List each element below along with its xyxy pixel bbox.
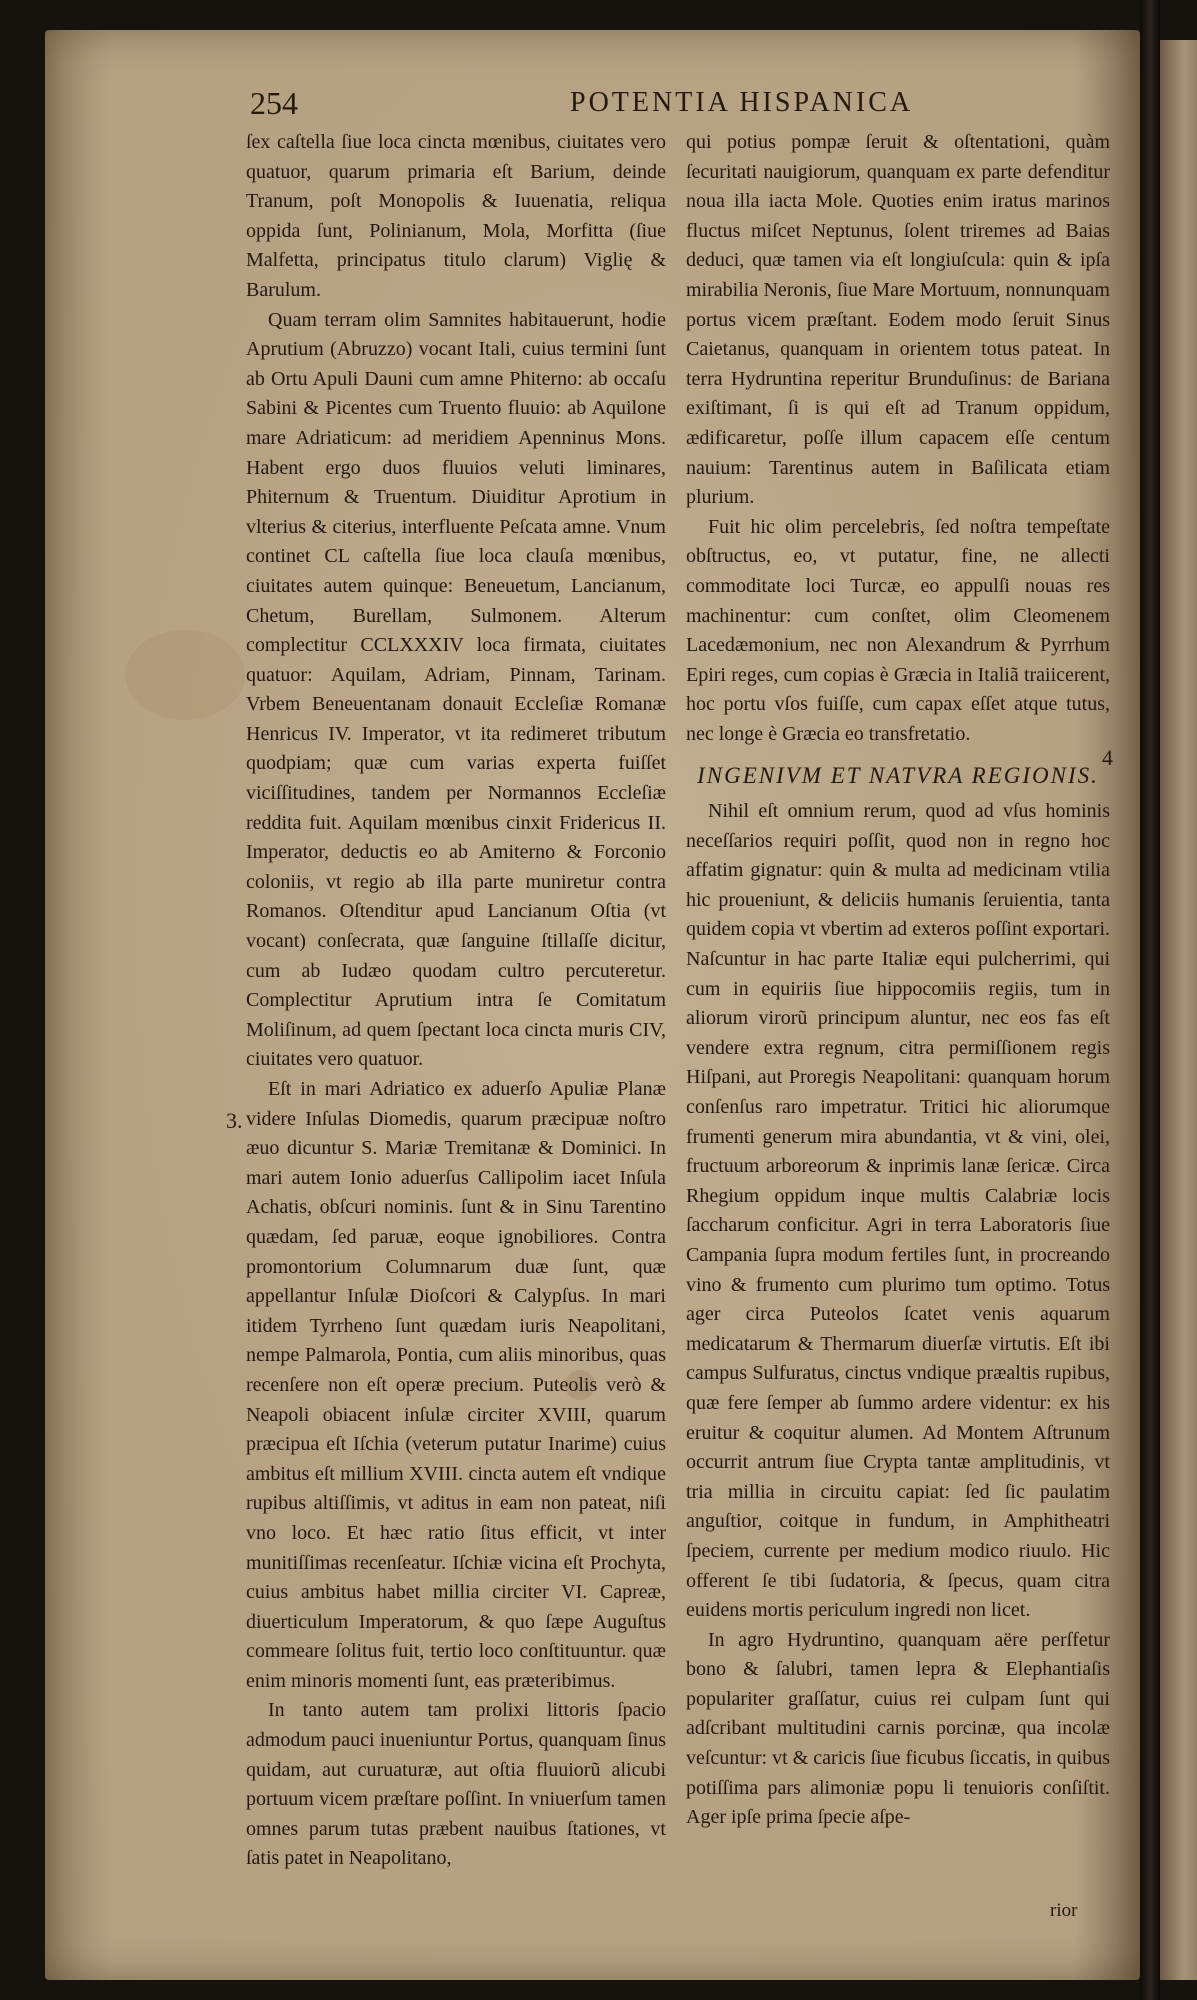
paragraph: In agro Hydruntino, quanquam aëre perſfetur bono & ſalubri, tamen lepra & Elephantiaſis populariter graſſatur, cuius rei culpam ſunt qui adſcribant multitudini carnis porcinæ, qua incolæ veſcuntur: vt & caricis ſiue ficubus ſiccatis, in quibus potiſſima pars alimoniæ popu li tenuioris conſiſtit. Ager ipſe prima ſpecie aſpe- (686, 1628, 1110, 1829)
page-stain (125, 630, 245, 720)
page-number: 254 (250, 85, 298, 121)
paragraph: Quam terram olim Samnites habitauerunt, hodie Aprutium (Abruzzo) vocant Itali, cuius termini ſunt ab Ortu Apuli Dauni cum amne Phiterno: ab occaſu Sabini & Picentes cum Truento fluuio: ab Aquilone mare Adriaticum: ad meridiem Apenninus Mons. Habent ergo duos fluuios veluti liminares, Phiternum & Truentum. Diuiditur Aprotium in vlterius & citerius, interfluente Peſcata amne. Vnum continet CL caſtella ſiue loca clauſa mœnibus, ciuitates autem quinque: Beneuetum, Lancianum, Chetum, Burellam, Sulmonem. Alterum complectitur CCLXXXIV loca firmata, ciuitates quatuor: Aquilam, Adriam, Pinnam, Tarinam. Vrbem Beneuentanam donauit Eccleſiæ Romanæ Henricus IV. Imperator, vt ita redimeret tributum quodpiam; quæ cum varias experta fuiſſet viciſſitudines, tandem per Normannos Eccleſiæ reddita fuit. Aquilam mœnibus cinxit Fridericus II. Imperator, deductis eo ab Amiterno & Forconio coloniis, vt regio ab illa parte muniretur contra Romanos. Oſtenditur apud Lancianum Oſtia (vt vocant) conſecrata, quæ ſanguine ſtillaſſe dicitur, cum ab Iudæo quodam cultro percuteretur. Complectitur Aprutium intra ſe Comitatum Moliſinum, ad quem ſpectant loca cincta muris CIV, ciuitates vero quatuor. (246, 308, 666, 1071)
catchword: rior (1050, 1900, 1078, 1921)
book-gutter (1140, 0, 1160, 2000)
left-text-column (246, 128, 666, 1874)
paragraph: ſex caſtella ſiue loca cincta mœnibus, ciuitates vero quatuor, quarum primaria eſt Barium, deinde Tranum, poſt Monopolis & Iuuenatia, reliqua oppida ſunt, Polinianum, Mola, Morfitta (ſiue Malfetta, principatus titulo clarum) Viglię & Barulum. (246, 131, 666, 301)
running-title: POTENTIA HISPANICA (570, 87, 914, 118)
running-head (50, 85, 1090, 125)
paragraph: Nihil eſt omnium rerum, quod ad vſus hominis neceſſarios requiri poſſit, quod non in regno hoc affatim gignatur: quin & multa ad medicinam vtilia hic proueniunt, & deliciis humanis ſeruientia, tanta quidem copia vt vbertim ad exteros poſſint exportari. Naſcuntur in hac parte Italiæ equi pulcherrimi, qui cum in equiriis ſiue hippocomiis regiis, tum in aliorum virorũ principum aluntur, nec eos fas eſt vendere extra regnum, citra permiſſionem regis Hiſpani, aut Proregis Neapolitani: quanquam horum conſenſus raro impetratur. Tritici hic aliorumque frumenti generum mira abundantia, vt & vini, olei, fructuum arboreorum & inprimis lanæ ſericæ. Circa Rhegium oppidum inque multis Calabriæ locis ſaccharum conficitur. Agri in terra Laboratoris ſiue Campania ſupra modum fertiles ſunt, in procreando vino & frumento cum plurimo tum optimo. Totus ager circa Puteolos ſcatet venis aquarum medicatarum & Thermarum diuerſæ virtutis. Eſt ibi campus Sulfuratus, cinctus vndique præaltis rupibus, quæ fere ſemper ab ſummo ardere videntur: ex his eruitur & coquitur alumen. Ad Montem Aſtrunum occurrit antrum ſiue Crypta tantæ amplitudinis, vt tria millia in circuitu capiat: ſed ſic paulatim anguſtior, coitque in fundum, in Amphitheatri ſpeciem, currente per medium modico riuulo. Hic offerent ſe tibi ſudatoria, & ſpecus, quam citra euidens mortis periculum ingredi non licet. (686, 800, 1110, 1622)
margin-number-left: 3. (226, 1108, 243, 1133)
paragraph: In tanto autem tam prolixi littoris ſpacio admodum pauci inueniuntur Portus, quanquam ſinus quidam, aut curuaturæ, aut oſtia fluuiorũ alicubi portuum vicem præſtare poſſint. In vniuerſum tamen omnes parum tutas præbent nauibus ſtationes, vt ſatis patet in Neapolitano, (246, 1699, 666, 1870)
facing-page-edge (1160, 40, 1197, 1980)
margin-number-right: 4 (1102, 745, 1113, 770)
section-heading: INGENIVM ET NATVRA REGIONIS. (697, 763, 1099, 789)
paragraph: Eſt in mari Adriatico ex aduerſo Apuliæ Planæ videre Inſulas Diomedis, quarum præcipuæ noſtro æuo dicuntur S. Mariæ Tremitanæ & Dominici. In mari autem Ionio aduerſus Callipolim iacet Inſula Achatis, obſcuri nominis. ſunt & in Sinu Tarentino quædam, ſed paruæ, eoque ignobiliores. Contra promontorium Columnarum duæ ſunt, quæ appellantur Inſulæ Dioſcori & Calypſus. In mari itidem Tyrrheno ſunt quædam iuris Neapolitani, nempe Palmarola, Pontia, cum aliis minoribus, quas recenſere non eſt operæ precium. Puteolis verò & Neapoli obiacent inſulæ circiter XVIII, quarum præcipua eſt Iſchia (veterum putatur Inarime) cuius ambitus eſt millium XVIII. cincta autem eſt vndique rupibus altiſſimis, vt aditus in eam non pateat, niſi vno loco. Et hæc ratio ſitus efficit, vt inter munitiſſimas recenſeatur. Iſchiæ vicina eſt Prochyta, cuius ambitus habet millia circiter VI. Capreæ, diuerticulum Imperatorum, & quo ſæpe Auguſtus commeare ſolitus fuit, tertio loco conſtituuntur. quæ enim minoris momenti ſunt, eas præteribimus. (246, 1078, 666, 1692)
paragraph: Fuit hic olim percelebris, ſed noſtra tempeſtate obſtructus, eo, vt putatur, fine, ne allecti commoditate loci Turcæ, eo appulſi nouas res machinentur: cum conſtet, olim Cleomenem Lacedæmonium, nec non Alexandrum & Pyrrhum Epiri reges, cum copias è Græcia in Italiã traiicerent, hoc portu vſos fuiſſe, cum capax eſſet atque tutus, nec longe è Græcia eo transfretatio. (686, 515, 1110, 745)
right-text-column (686, 128, 1110, 1833)
paragraph: qui potius pompæ ſeruit & oſtentationi, quàm ſecuritati nauigiorum, quanquam ex parte defenditur noua illa iacta Mole. Quoties enim iratus marinos fluctus miſcet Neptunus, ſolent triremes ad Baias deduci, quæ tamen via eſt longiuſcula: quin & ipſa mirabilia Neronis, ſiue Mare Mortuum, nonnunquam portus vicem præſtant. Eodem modo ſeruit Sinus Caietanus, quanquam in orientem totus pateat. In terra Hydruntina reperitur Brunduſinus: de Bariana exiſtimant, ſi is qui eſt ad Tranum oppidum, ædificaretur, poſſe illum capacem eſſe centum nauium: Tarentinus autem in Baſilicata etiam plurium. (686, 131, 1110, 509)
